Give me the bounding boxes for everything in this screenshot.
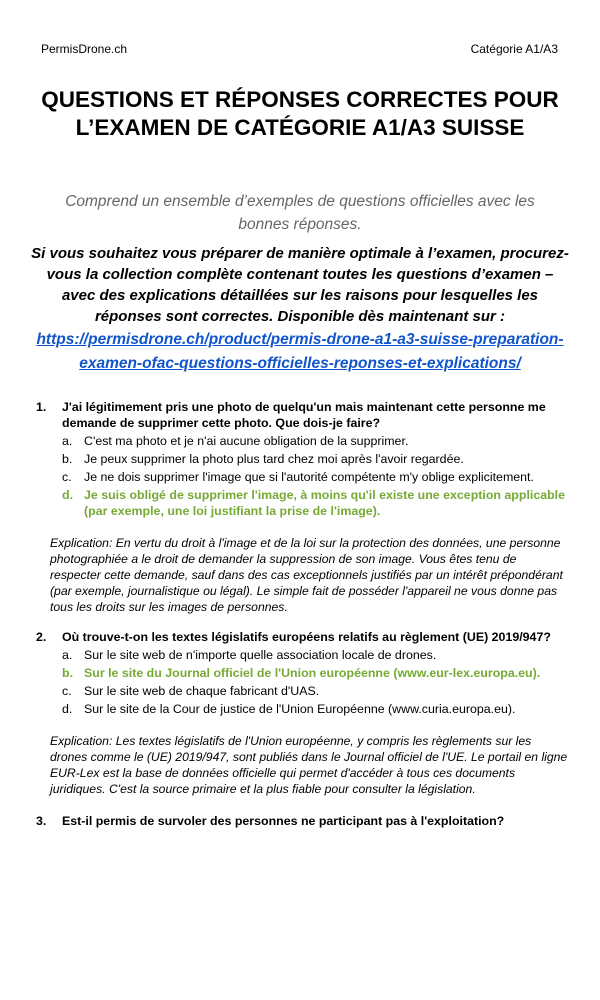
answer-options bbox=[62, 647, 570, 717]
correct-answer-option: b. Sur le site du Journal officiel de l'Union européenne (www.eur-lex.europa.eu). bbox=[62, 666, 541, 680]
answer-option: c. Sur le site web de chaque fabricant d'UAS. bbox=[62, 684, 320, 698]
explanation: Explication: En vertu du droit à l'image et de la loi sur la protection des données, une personne photographiée a le droit de demander la suppression de son image. Vous êtes tenu de respecter cette demande, sauf dans des cas exceptionnels justifiés par un intérêt prépondérant (par exemple, journalistique ou légal). Le simple fait de posséder l'appareil ne vous donne pas tous les droits sur les images de personnes. bbox=[50, 536, 563, 614]
question-3 bbox=[36, 813, 570, 829]
explanation: Explication: Les textes législatifs de l'Union européenne, y compris les règlements sur les drones comme le (UE) 2019/947, sont publiés dans le Journal officiel de l'UE. Le portail en ligne EUR-Lex est la base de données officielle qui permet d'accéder à tous ces documents juridiques. C'est la source primaire et la plus fiable pour consulter la législation. bbox=[50, 734, 568, 796]
page-header bbox=[41, 42, 558, 56]
question-number: 3. bbox=[36, 814, 47, 828]
correct-answer-option: d. Je suis obligé de supprimer l'image, à moins qu'il existe une exception applicable (par exemple, une loi justifiant la prise de l'image). bbox=[62, 488, 566, 518]
answer-options bbox=[62, 433, 570, 519]
question-text: Où trouve-t-on les textes législatifs européens relatifs au règlement (UE) 2019/947? bbox=[62, 630, 551, 644]
site-name: PermisDrone.ch bbox=[41, 42, 128, 56]
answer-option: c. Je ne dois supprimer l'image que si l'autorité compétente m'y oblige explicitement. bbox=[62, 470, 534, 484]
promo-block bbox=[30, 243, 570, 376]
question-text: Est-il permis de survoler des personnes ne participant pas à l'exploitation? bbox=[62, 814, 505, 828]
questions-list bbox=[36, 399, 570, 829]
category-label: Catégorie A1/A3 bbox=[470, 42, 558, 56]
question-number: 2. bbox=[36, 630, 47, 644]
promo-text: Si vous souhaitez vous préparer de manière optimale à l’examen, procurez-vous la collection complète contenant toutes les questions d’examen – avec des explications détaillées sur les raisons pour lesquelles les réponses sont correctes. Disponible dès maintenant sur : bbox=[31, 245, 569, 325]
answer-option: a. C'est ma photo et je n'ai aucune obligation de la supprimer. bbox=[62, 434, 409, 448]
question-1 bbox=[36, 399, 570, 615]
document-subtitle: Comprend un ensemble d’exemples de questions officielles avec les bonnes réponses. bbox=[65, 193, 535, 233]
answer-option: a. Sur le site web de n'importe quelle association locale de drones. bbox=[62, 648, 437, 662]
document-title: QUESTIONS ET RÉPONSES CORRECTES POUR L’EXAMEN DE CATÉGORIE A1/A3 SUISSE bbox=[41, 87, 559, 140]
question-text: J'ai légitimement pris une photo de quelqu'un mais maintenant cette personne me demande de supprimer cette photo. Que dois-je faire? bbox=[62, 400, 546, 430]
promo-link[interactable]: https://permisdrone.ch/product/permis-drone-a1-a3-suisse-preparation-examen-ofac-questions-officielles-reponses-et-explications/ bbox=[36, 331, 564, 372]
question-number: 1. bbox=[36, 400, 47, 414]
answer-option: b. Je peux supprimer la photo plus tard chez moi après l'avoir regardée. bbox=[62, 452, 464, 466]
question-2 bbox=[36, 629, 570, 797]
answer-option: d. Sur le site de la Cour de justice de l'Union Européenne (www.curia.europa.eu). bbox=[62, 702, 516, 716]
